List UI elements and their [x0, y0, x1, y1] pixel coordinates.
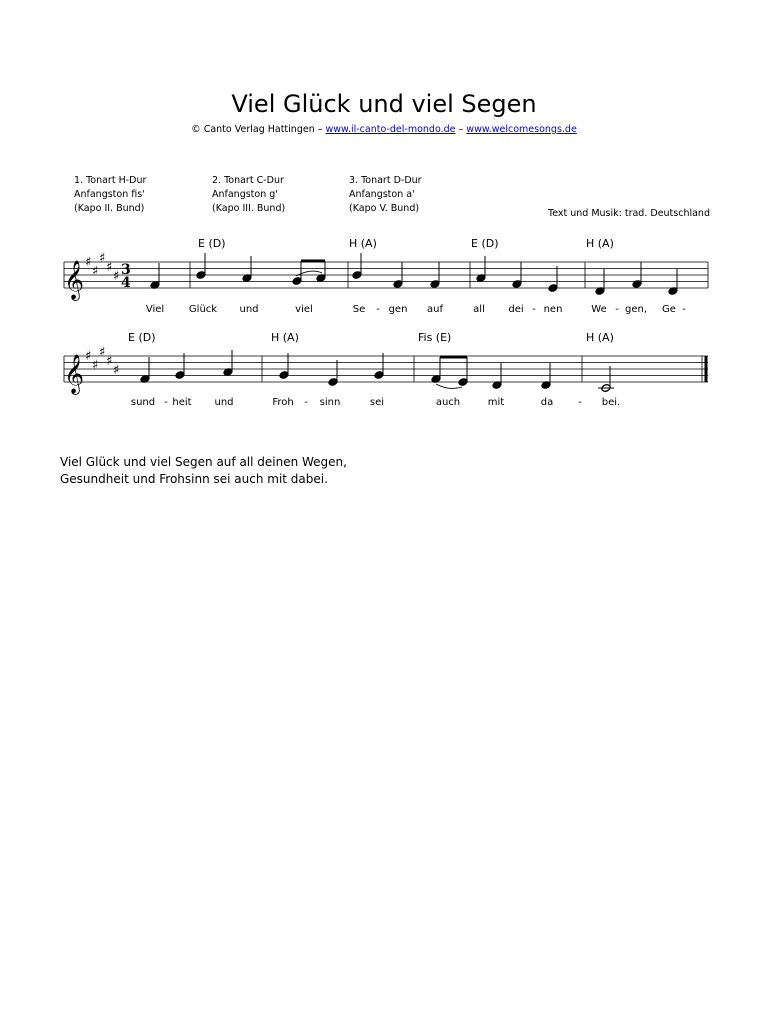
song-text-line-2: Gesundheit und Frohsinn sei auch mit dabei.	[60, 472, 328, 486]
chords-system-1	[198, 237, 614, 250]
lyric-syllable: sei	[369, 397, 385, 408]
staff-1	[64, 262, 708, 288]
capo-position: (Kapo II. Bund)	[74, 203, 145, 214]
lyric-syllable: sinn	[319, 397, 341, 408]
lyric-syllable: Froh	[272, 397, 294, 408]
capo-position: (Kapo V. Bund)	[349, 203, 420, 214]
lyrics-system-1	[146, 304, 686, 315]
chord-symbol: E (D)	[198, 237, 226, 250]
chord-symbol: E (D)	[471, 237, 499, 250]
lyric-syllable: mit	[487, 397, 505, 408]
starting-note: Anfangston g'	[212, 189, 278, 200]
music-score	[0, 0, 768, 440]
lyric-syllable: -	[578, 397, 582, 408]
lyrics-system-2	[131, 397, 620, 408]
lyric-syllable: auch	[435, 397, 461, 408]
svg-text:♯: ♯	[113, 269, 120, 284]
svg-text:3: 3	[121, 262, 131, 278]
lyric-syllable: da	[540, 397, 554, 408]
svg-text:♯: ♯	[99, 345, 106, 360]
chord-symbol: H (A)	[586, 331, 614, 344]
lyric-syllable: -	[376, 304, 380, 315]
website-link-il-canto[interactable]: www.il-canto-del-mondo.de	[325, 124, 456, 135]
lyric-syllable: heit	[172, 397, 192, 408]
svg-text:♯: ♯	[85, 349, 92, 364]
lyric-syllable: nen	[543, 304, 563, 315]
key-signature	[85, 345, 119, 378]
song-text	[60, 454, 347, 488]
svg-text:♯: ♯	[99, 251, 106, 266]
key-name: 2. Tonart C-Dur	[212, 175, 284, 186]
chord-symbol: E (D)	[128, 331, 156, 344]
lyric-syllable: -	[304, 397, 308, 408]
lyric-syllable: all	[473, 304, 485, 315]
chord-symbol: H (A)	[271, 331, 299, 344]
time-signature	[121, 262, 131, 291]
svg-text:4: 4	[121, 275, 131, 291]
svg-text:♯: ♯	[106, 260, 113, 275]
lyric-syllable: Ge	[662, 304, 676, 315]
svg-text:♯: ♯	[113, 363, 120, 378]
copyright-text: © Canto Verlag Hattingen –	[191, 124, 326, 135]
song-text-line-1: Viel Glück und viel Segen auf all deinen Wegen,	[60, 455, 347, 469]
key-name: 1. Tonart H-Dur	[74, 175, 147, 186]
chord-symbol: H (A)	[586, 237, 614, 250]
chord-symbol: Fis (E)	[418, 331, 452, 344]
key-signature	[85, 251, 119, 284]
lyric-syllable: viel	[295, 304, 313, 315]
capo-position: (Kapo III. Bund)	[212, 203, 286, 214]
lyric-syllable: und	[239, 304, 259, 315]
lyric-syllable: und	[214, 397, 234, 408]
lyric-syllable: gen	[388, 304, 408, 315]
treble-clef-icon: 𝄞	[64, 260, 85, 300]
chords-system-2	[128, 331, 614, 344]
svg-text:♯: ♯	[92, 358, 99, 373]
lyric-syllable: -	[682, 304, 686, 315]
lyric-syllable: -	[615, 304, 619, 315]
svg-text:♯: ♯	[106, 354, 113, 369]
copyright-separator: –	[455, 124, 467, 135]
svg-text:♯: ♯	[85, 255, 92, 270]
lyric-syllable: -	[532, 304, 536, 315]
website-link-welcomesongs[interactable]: www.welcomesongs.de	[466, 124, 577, 135]
credit-line: Text und Musik: trad. Deutschland	[548, 208, 710, 219]
lyric-syllable: auf	[427, 304, 443, 315]
svg-text:♯: ♯	[92, 264, 99, 279]
lyric-syllable: bei.	[601, 397, 621, 408]
lyric-syllable: gen,	[624, 304, 648, 315]
lyric-syllable: Glück	[188, 304, 218, 315]
lyric-syllable: Se	[352, 304, 366, 315]
chord-symbol: H (A)	[349, 237, 377, 250]
lyric-syllable: -	[164, 397, 168, 408]
staff-2	[64, 356, 708, 382]
notes-system-1	[150, 253, 678, 295]
lyric-syllable: dei	[508, 304, 524, 315]
song-title: Viel Glück und viel Segen	[231, 90, 537, 118]
starting-note: Anfangston a'	[349, 189, 415, 200]
key-name: 3. Tonart D-Dur	[349, 175, 422, 186]
lyric-syllable: We	[591, 304, 607, 315]
treble-clef-icon: 𝄞	[64, 354, 85, 394]
starting-note: Anfangston fis'	[74, 189, 145, 200]
lyric-syllable: Viel	[145, 304, 165, 315]
lyric-syllable: sund	[130, 397, 156, 408]
